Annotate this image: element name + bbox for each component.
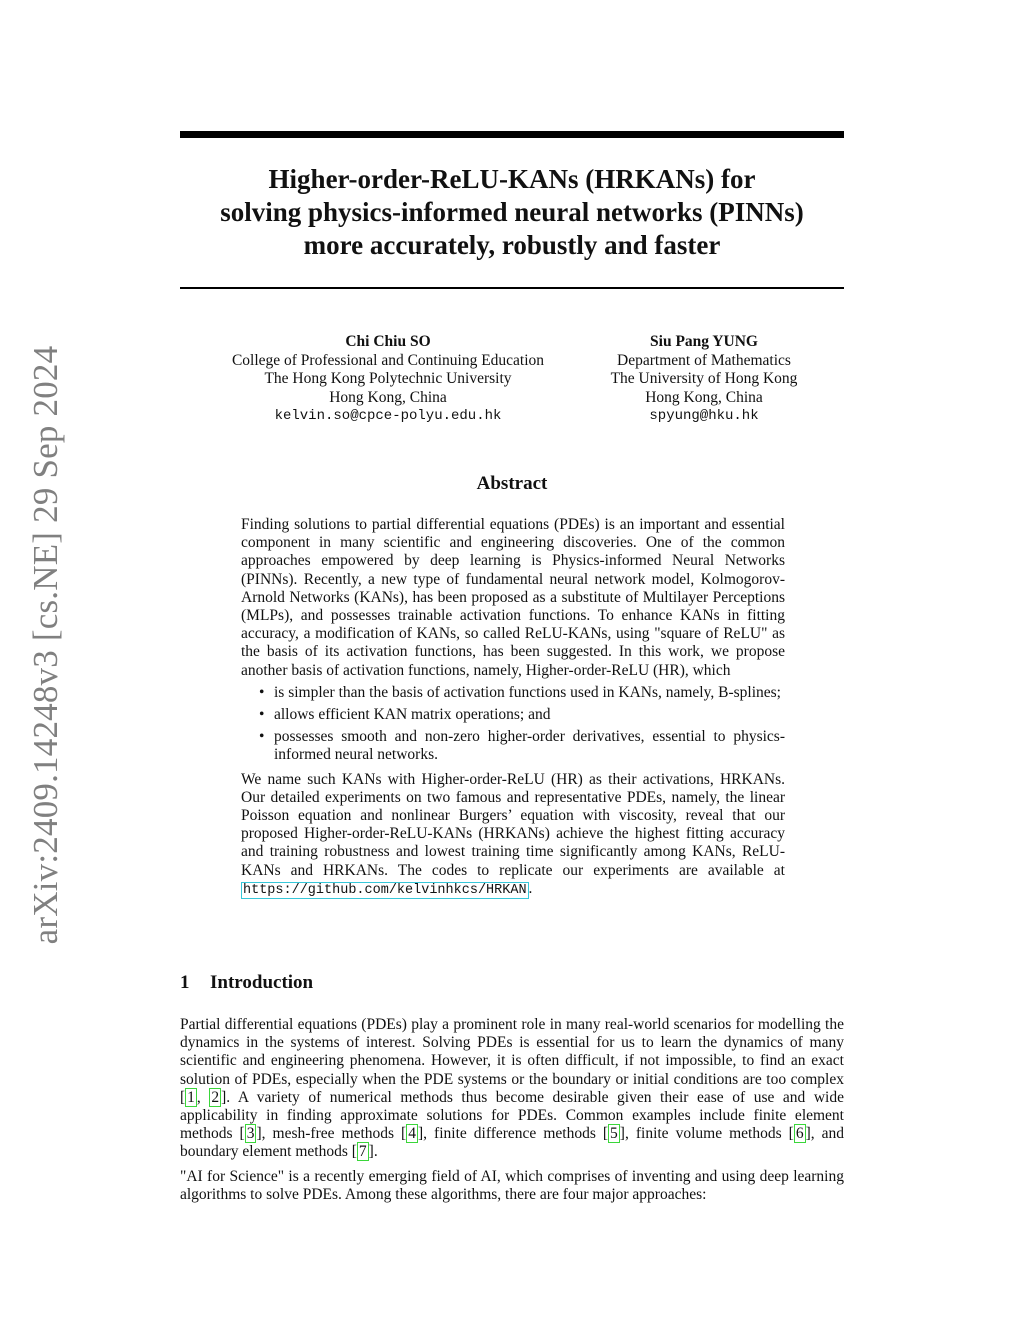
citation-link[interactable]: 6 — [795, 1125, 804, 1143]
intro-text: ], and boundary element methods [ — [180, 1125, 845, 1161]
intro-text: , — [196, 1088, 210, 1106]
intro-paragraph — [180, 1016, 844, 1162]
intro-text: Partial differential equations (PDEs) play a prominent role in many real-world scenarios for modelling the dynamics in the systems of interest. Solving PDEs is essential for us to learn the dynamics of many scientific and engineering phenomena. However, it is often difficult, if not impossible, to find an exact solution of PDEs, especially when the PDE systems or the boundary or initial conditions are too complex [ — [180, 1016, 844, 1106]
title-line: Higher-order-ReLU-KANs (HRKANs) for — [268, 164, 756, 194]
list-item — [259, 706, 785, 724]
abstract-heading: Abstract — [476, 473, 548, 494]
citation-link[interactable]: 3 — [246, 1125, 255, 1143]
author-affiliation: Department of Mathematics — [617, 351, 791, 369]
abstract-bullet-list — [241, 684, 785, 765]
section-heading — [180, 972, 313, 994]
title-top-rule — [180, 131, 844, 138]
intro-text: ], mesh-free methods [ — [256, 1125, 407, 1143]
list-item — [259, 683, 785, 702]
intro-text: ]. — [368, 1143, 378, 1161]
intro-text: ], finite volume methods [ — [619, 1125, 794, 1143]
list-item — [259, 728, 785, 764]
author-block-1 — [210, 333, 566, 426]
citation-link[interactable]: 1 — [187, 1088, 195, 1106]
arxiv-identifier: arXiv:2409.14248v3 [cs.NE] 29 Sep 2024 — [26, 345, 65, 945]
bullet-text: is simpler than the basis of activation functions used in KANs, namely, B-splines; — [274, 683, 781, 701]
punctuation: . — [528, 879, 533, 897]
abstract-paragraph: Finding solutions to partial differential equations (PDEs) is an important and essential component in many scientific and engineering discoveries. One of the common approaches empowered by deep learning is Physics-informed Neural Networks (PINNs). Recently, a new type of fundamental neural network model, Kolmogorov-Arnold Networks (KANs), has been proposed as a substitute of Multilayer Perceptions (MLPs), and possesses trainable activation functions. To enhance KANs in fitting accuracy, a modification of KANs, so called ReLU-KANs, using "square of ReLU" as the basis of its activation functions, has been suggested. In this work, we propose another basis of activation functions, namely, Higher-order-ReLU (HR), which — [241, 516, 785, 679]
intro-text: ]. A variety of numerical methods thus become desirable given their ease of use and wide applicability in finding approximate solutions for PDEs. Common examples include finite element methods [ — [180, 1088, 844, 1143]
section-number: 1 — [180, 972, 190, 993]
author-email[interactable]: spyung@hku.hk — [649, 408, 759, 424]
bullet-text: possesses smooth and non-zero higher-order derivatives, essential to physics-informed neural networks. — [274, 728, 785, 764]
citation-link[interactable]: 5 — [610, 1125, 618, 1143]
abstract-body — [241, 516, 785, 900]
author-name: Siu Pang YUNG — [650, 333, 758, 350]
bullet-symbol: • — [259, 706, 265, 724]
bullet-text: allows efficient KAN matrix operations; and — [274, 706, 551, 724]
citation-link[interactable]: 4 — [408, 1125, 416, 1143]
intro-text: ], finite difference methods [ — [417, 1125, 609, 1143]
abstract-paragraph — [241, 771, 785, 900]
author-name: Chi Chiu SO — [345, 333, 431, 350]
abstract-text: We name such KANs with Higher-order-ReLU (HR) as their activations, HRKANs. Our detailed experiments on two famous and representative PDEs, namely, the linear Poisson equation and nonlinear Burgers’ equation with viscosity, reveal that our proposed Higher-order-ReLU-KANs (HRKANs) achieve the highest fitting accuracy and training robustness and lowest training time significantly among KANs, ReLU-KANs and HRKANs. The codes to replicate our experiments are available at — [241, 770, 785, 879]
citation-link[interactable]: 2 — [211, 1088, 220, 1106]
citation-link[interactable]: 7 — [358, 1143, 367, 1161]
title-bottom-rule — [180, 287, 844, 289]
title-line: more accurately, robustly and faster — [303, 230, 721, 260]
author-email[interactable]: kelvin.so@cpce-polyu.edu.hk — [274, 408, 502, 424]
author-block-2 — [596, 333, 812, 426]
paper-title — [180, 163, 844, 262]
author-institution: The University of Hong Kong — [610, 370, 798, 387]
title-line: solving physics-informed neural networks (PINNs) — [220, 197, 804, 227]
bullet-symbol: • — [259, 683, 265, 701]
author-institution: The Hong Kong Polytechnic University — [264, 370, 512, 387]
section-title: Introduction — [210, 972, 314, 993]
author-location: Hong Kong, China — [329, 388, 447, 406]
author-location: Hong Kong, China — [645, 388, 763, 406]
code-repository-link[interactable]: https://github.com/kelvinhkcs/HRKAN — [243, 882, 527, 898]
introduction-body — [180, 1016, 844, 1210]
bullet-symbol: • — [259, 728, 265, 746]
intro-paragraph: "AI for Science" is a recently emerging field of AI, which comprises of inventing and using deep learning algorithms to solve PDEs. Among these algorithms, there are four major approaches: — [180, 1167, 844, 1203]
author-affiliation: College of Professional and Continuing Education — [231, 351, 545, 369]
